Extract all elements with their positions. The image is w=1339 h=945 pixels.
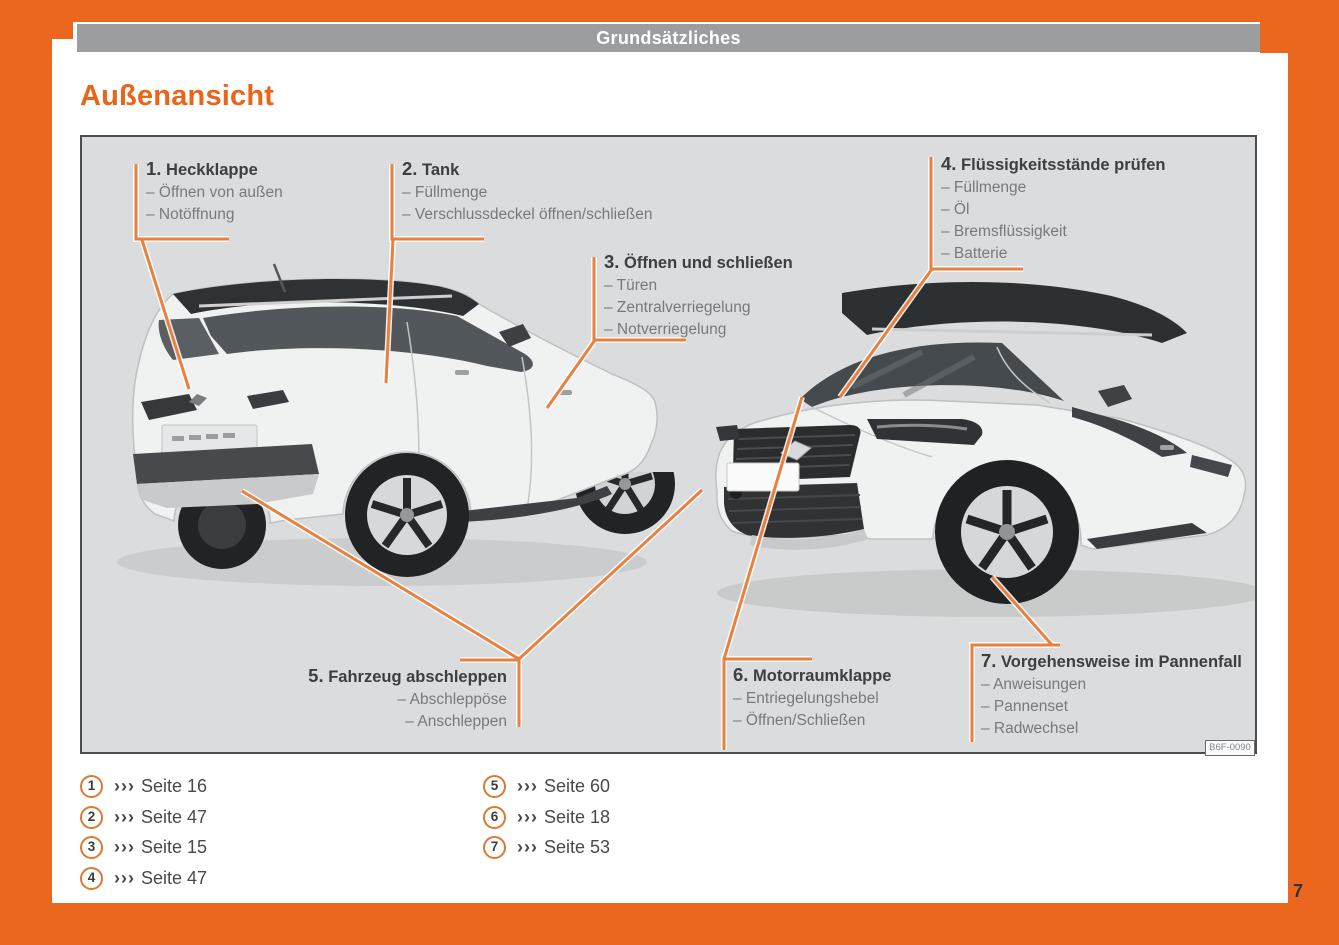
callout-item: – Zentralverriegelung — [604, 299, 751, 316]
callout-item: – Abschleppöse — [397, 691, 507, 708]
reference-number-badge: 3 — [80, 836, 103, 859]
callout-heading — [981, 649, 1242, 674]
callout-item: – Notverriegelung — [604, 321, 727, 338]
reference-number-badge: 7 — [483, 836, 506, 859]
frame-corner-top-right — [1260, 0, 1339, 53]
reference-page-label: Seite 16 — [140, 775, 208, 796]
callout-item: – Füllmenge — [941, 179, 1027, 196]
page-number: 7 — [1293, 881, 1304, 901]
reference-number-badge: 2 — [80, 806, 103, 829]
callout-item: – Türen — [604, 277, 658, 294]
callout-number: 6. — [733, 664, 749, 685]
callout-title: Vorgehensweise im Pannenfall — [1001, 653, 1242, 671]
callout-number: 2. — [402, 158, 418, 179]
callout-item: – Notöffnung — [146, 206, 235, 223]
callout-number: 1. — [146, 158, 162, 179]
callout-item: – Bremsflüssigkeit — [941, 223, 1067, 240]
reference-text — [114, 868, 207, 889]
callout-pannenfall — [981, 649, 1242, 740]
reference-number-badge: 1 — [80, 775, 103, 798]
callout-heading — [280, 664, 507, 689]
reference-item-1 — [80, 774, 207, 798]
callout-heading — [146, 157, 283, 182]
reference-text — [517, 807, 610, 828]
callout-item: – Pannenset — [981, 698, 1069, 715]
callout-number: 7. — [981, 650, 997, 671]
callout-title: Fahrzeug abschleppen — [328, 668, 507, 686]
callout-item: – Öl — [941, 201, 970, 218]
figure-code-label: B6F-0090 — [1205, 740, 1255, 756]
reference-text — [517, 837, 610, 858]
reference-item-3 — [80, 835, 207, 859]
car-front-view-illustration — [716, 282, 1255, 617]
callout-number: 3. — [604, 251, 620, 272]
reference-number-badge: 4 — [80, 867, 103, 890]
reference-item-5 — [483, 774, 610, 798]
reference-page-label: Seite 53 — [543, 836, 611, 857]
reference-page-label: Seite 15 — [140, 836, 208, 857]
chevron-arrows-icon: ››› — [517, 775, 538, 796]
chapter-header: Grundsätzliches — [77, 24, 1260, 52]
chevron-arrows-icon: ››› — [517, 836, 538, 857]
callout-tank — [402, 157, 652, 226]
chevron-arrows-icon: ››› — [114, 867, 135, 888]
callout-title: Tank — [422, 161, 460, 179]
frame-corner-top-left — [0, 0, 73, 39]
callout-number: 5. — [308, 665, 324, 686]
reference-number-badge: 6 — [483, 806, 506, 829]
callout-item: – Radwechsel — [981, 720, 1079, 737]
reference-page-label: Seite 47 — [140, 806, 208, 827]
callout-item: – Entriegelungshebel — [733, 690, 879, 707]
reference-item-7 — [483, 835, 610, 859]
callout-oeffnen-und-schliessen — [604, 250, 793, 341]
callout-item: – Öffnen/Schließen — [733, 712, 866, 729]
chevron-arrows-icon: ››› — [114, 836, 135, 857]
callout-item: – Batterie — [941, 245, 1008, 262]
section-title: Außenansicht — [80, 80, 275, 112]
callout-title: Flüssigkeitsstände prüfen — [961, 156, 1166, 174]
callout-heading — [402, 157, 652, 182]
callout-motorraumklappe — [733, 663, 891, 732]
reference-item-4 — [80, 866, 207, 890]
reference-text — [114, 837, 207, 858]
callout-fahrzeug-abschleppen — [280, 664, 507, 733]
callout-item: – Füllmenge — [402, 184, 488, 201]
callout-title: Öffnen und schließen — [624, 254, 793, 272]
callout-heckklappe — [146, 157, 283, 226]
callout-item: – Anschleppen — [405, 713, 507, 730]
callout-item: – Verschlussdeckel öffnen/schließen — [402, 206, 653, 223]
callout-title: Motorraumklappe — [753, 667, 892, 685]
callout-title: Heckklappe — [166, 161, 258, 179]
chevron-arrows-icon: ››› — [114, 775, 135, 796]
reference-text — [114, 807, 207, 828]
reference-item-2 — [80, 805, 207, 829]
reference-text — [114, 776, 207, 797]
chevron-arrows-icon: ››› — [517, 806, 538, 827]
callout-heading — [733, 663, 891, 688]
callout-item: – Anweisungen — [981, 676, 1087, 693]
callout-number: 4. — [941, 153, 957, 174]
callout-heading — [604, 250, 793, 275]
reference-page-label: Seite 47 — [140, 867, 208, 888]
reference-item-6 — [483, 805, 610, 829]
chevron-arrows-icon: ››› — [114, 806, 135, 827]
reference-number-badge: 5 — [483, 775, 506, 798]
callout-fluessigkeitsstaende — [941, 152, 1166, 265]
reference-page-label: Seite 60 — [543, 775, 611, 796]
reference-page-label: Seite 18 — [543, 806, 611, 827]
callout-heading — [941, 152, 1166, 177]
callout-item: – Öffnen von außen — [146, 184, 283, 201]
reference-text — [517, 776, 610, 797]
